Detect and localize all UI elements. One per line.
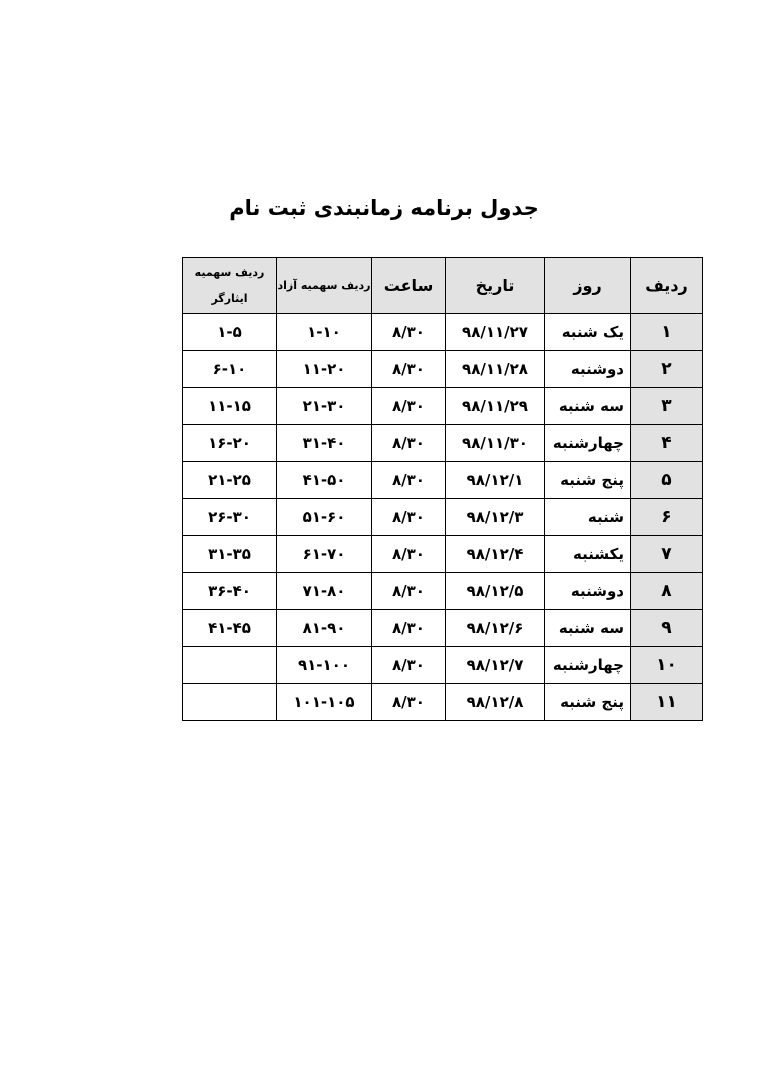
- table-row: [183, 684, 703, 721]
- table-row: [183, 351, 703, 388]
- cell-free-quota: ۸۱-۹۰: [277, 610, 372, 647]
- cell-date: ۹۸/۱۱/۲۸: [446, 351, 545, 388]
- cell-day: دوشنبه: [545, 351, 631, 388]
- cell-row-number: ۲: [631, 351, 703, 388]
- cell-date: ۹۸/۱۱/۲۷: [446, 314, 545, 351]
- cell-date: ۹۸/۱۲/۵: [446, 573, 545, 610]
- table-row: [183, 647, 703, 684]
- cell-isargar-quota: ۱۱-۱۵: [183, 388, 277, 425]
- cell-row-number: ۸: [631, 573, 703, 610]
- cell-isargar-quota: ۴۱-۴۵: [183, 610, 277, 647]
- cell-free-quota: ۴۱-۵۰: [277, 462, 372, 499]
- table-row: [183, 314, 703, 351]
- cell-free-quota: ۷۱-۸۰: [277, 573, 372, 610]
- header-day: روز: [545, 258, 631, 314]
- cell-date: ۹۸/۱۲/۴: [446, 536, 545, 573]
- cell-time: ۸/۳۰: [372, 351, 446, 388]
- cell-time: ۸/۳۰: [372, 314, 446, 351]
- cell-isargar-quota: ۶-۱۰: [183, 351, 277, 388]
- cell-date: ۹۸/۱۲/۷: [446, 647, 545, 684]
- cell-free-quota: ۱۱-۲۰: [277, 351, 372, 388]
- cell-time: ۸/۳۰: [372, 647, 446, 684]
- cell-day: سه شنبه: [545, 610, 631, 647]
- cell-time: ۸/۳۰: [372, 388, 446, 425]
- table-row: [183, 536, 703, 573]
- cell-isargar-quota: [183, 684, 277, 721]
- cell-date: ۹۸/۱۲/۱: [446, 462, 545, 499]
- cell-day: یکشنبه: [545, 536, 631, 573]
- cell-row-number: ۶: [631, 499, 703, 536]
- cell-day: پنج شنبه: [545, 684, 631, 721]
- cell-free-quota: ۶۱-۷۰: [277, 536, 372, 573]
- table-header-row: [183, 258, 703, 314]
- cell-day: پنج شنبه: [545, 462, 631, 499]
- cell-row-number: ۱۱: [631, 684, 703, 721]
- cell-day: شنبه: [545, 499, 631, 536]
- cell-day: دوشنبه: [545, 573, 631, 610]
- table-row: [183, 573, 703, 610]
- cell-isargar-quota: ۱۶-۲۰: [183, 425, 277, 462]
- cell-date: ۹۸/۱۲/۳: [446, 499, 545, 536]
- cell-row-number: ۵: [631, 462, 703, 499]
- cell-free-quota: ۱۰۱-۱۰۵: [277, 684, 372, 721]
- table-body: [183, 314, 703, 721]
- table-row: [183, 462, 703, 499]
- cell-time: ۸/۳۰: [372, 536, 446, 573]
- cell-date: ۹۸/۱۲/۸: [446, 684, 545, 721]
- cell-date: ۹۸/۱۱/۲۹: [446, 388, 545, 425]
- cell-free-quota: ۹۱-۱۰۰: [277, 647, 372, 684]
- schedule-table: [182, 257, 703, 721]
- cell-row-number: ۱۰: [631, 647, 703, 684]
- cell-isargar-quota: ۲۱-۲۵: [183, 462, 277, 499]
- table-row: [183, 499, 703, 536]
- cell-time: ۸/۳۰: [372, 573, 446, 610]
- cell-row-number: ۹: [631, 610, 703, 647]
- cell-time: ۸/۳۰: [372, 684, 446, 721]
- header-time: ساعت: [372, 258, 446, 314]
- header-date: تاریخ: [446, 258, 545, 314]
- cell-day: یک شنبه: [545, 314, 631, 351]
- cell-free-quota: ۵۱-۶۰: [277, 499, 372, 536]
- cell-row-number: ۴: [631, 425, 703, 462]
- table-row: [183, 425, 703, 462]
- cell-free-quota: ۲۱-۳۰: [277, 388, 372, 425]
- cell-time: ۸/۳۰: [372, 462, 446, 499]
- cell-free-quota: ۱-۱۰: [277, 314, 372, 351]
- cell-row-number: ۱: [631, 314, 703, 351]
- cell-row-number: ۳: [631, 388, 703, 425]
- cell-time: ۸/۳۰: [372, 425, 446, 462]
- cell-isargar-quota: ۱-۵: [183, 314, 277, 351]
- cell-date: ۹۸/۱۱/۳۰: [446, 425, 545, 462]
- header-row-number: ردیف: [631, 258, 703, 314]
- cell-time: ۸/۳۰: [372, 610, 446, 647]
- cell-day: سه شنبه: [545, 388, 631, 425]
- cell-isargar-quota: ۳۶-۴۰: [183, 573, 277, 610]
- table-row: [183, 388, 703, 425]
- header-free-quota: ردیف سهمیه آزاد: [277, 258, 372, 314]
- cell-time: ۸/۳۰: [372, 499, 446, 536]
- cell-day: چهارشنبه: [545, 647, 631, 684]
- page-title: جدول برنامه زمانبندی ثبت نام: [229, 196, 539, 220]
- table-row: [183, 610, 703, 647]
- cell-day: چهارشنبه: [545, 425, 631, 462]
- cell-free-quota: ۳۱-۴۰: [277, 425, 372, 462]
- cell-row-number: ۷: [631, 536, 703, 573]
- cell-isargar-quota: ۳۱-۳۵: [183, 536, 277, 573]
- header-isargar-quota: ردیف سهمیه ایثارگر: [183, 258, 277, 314]
- cell-isargar-quota: ۲۶-۳۰: [183, 499, 277, 536]
- cell-date: ۹۸/۱۲/۶: [446, 610, 545, 647]
- cell-isargar-quota: [183, 647, 277, 684]
